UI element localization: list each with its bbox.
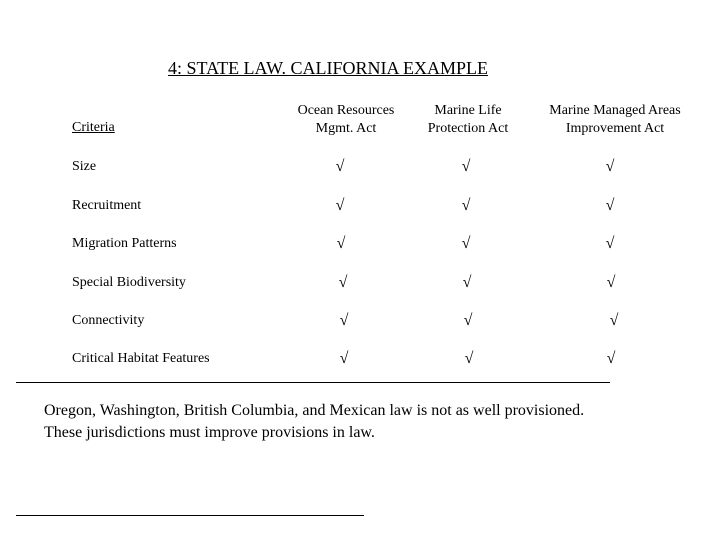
slide-title: 4: STATE LAW. CALIFORNIA EXAMPLE xyxy=(168,58,488,78)
check-mark: √ xyxy=(606,274,616,291)
check-mark: √ xyxy=(461,158,471,175)
row-label-size: Size xyxy=(72,159,97,174)
check-mark: √ xyxy=(335,158,345,175)
criteria-header: Criteria xyxy=(72,120,115,135)
row-label-recruitment: Recruitment xyxy=(72,198,142,213)
check-mark: √ xyxy=(338,274,348,291)
check-mark: √ xyxy=(605,197,615,214)
column-header-ocean-resources: Ocean Resources Mgmt. Act xyxy=(297,103,395,136)
check-mark: √ xyxy=(462,274,472,291)
check-mark: √ xyxy=(336,235,346,252)
check-mark: √ xyxy=(464,350,474,367)
check-mark: √ xyxy=(606,350,616,367)
row-label-connectivity: Connectivity xyxy=(72,313,145,328)
row-label-critical-habitat-features: Critical Habitat Features xyxy=(72,351,210,366)
column-header-marine-life: Marine Life Protection Act xyxy=(427,103,509,136)
check-mark: √ xyxy=(335,197,345,214)
row-label-special-biodiversity: Special Biodiversity xyxy=(72,275,186,290)
table-divider xyxy=(16,382,610,383)
check-mark: √ xyxy=(339,312,349,329)
check-mark: √ xyxy=(463,312,473,329)
column-header-marine-managed-areas: Marine Managed Areas Improvement Act xyxy=(549,103,681,136)
check-mark: √ xyxy=(339,350,349,367)
check-mark: √ xyxy=(609,312,619,329)
check-mark: √ xyxy=(605,235,615,252)
footer-divider xyxy=(16,515,364,516)
check-mark: √ xyxy=(461,197,471,214)
row-label-migration-patterns: Migration Patterns xyxy=(72,236,177,251)
check-mark: √ xyxy=(461,235,471,252)
note-text: Oregon, Washington, British Columbia, and Mexican law is not as well provisioned. These jurisdictions must improve provisions in law. xyxy=(44,402,585,441)
check-mark: √ xyxy=(605,158,615,175)
